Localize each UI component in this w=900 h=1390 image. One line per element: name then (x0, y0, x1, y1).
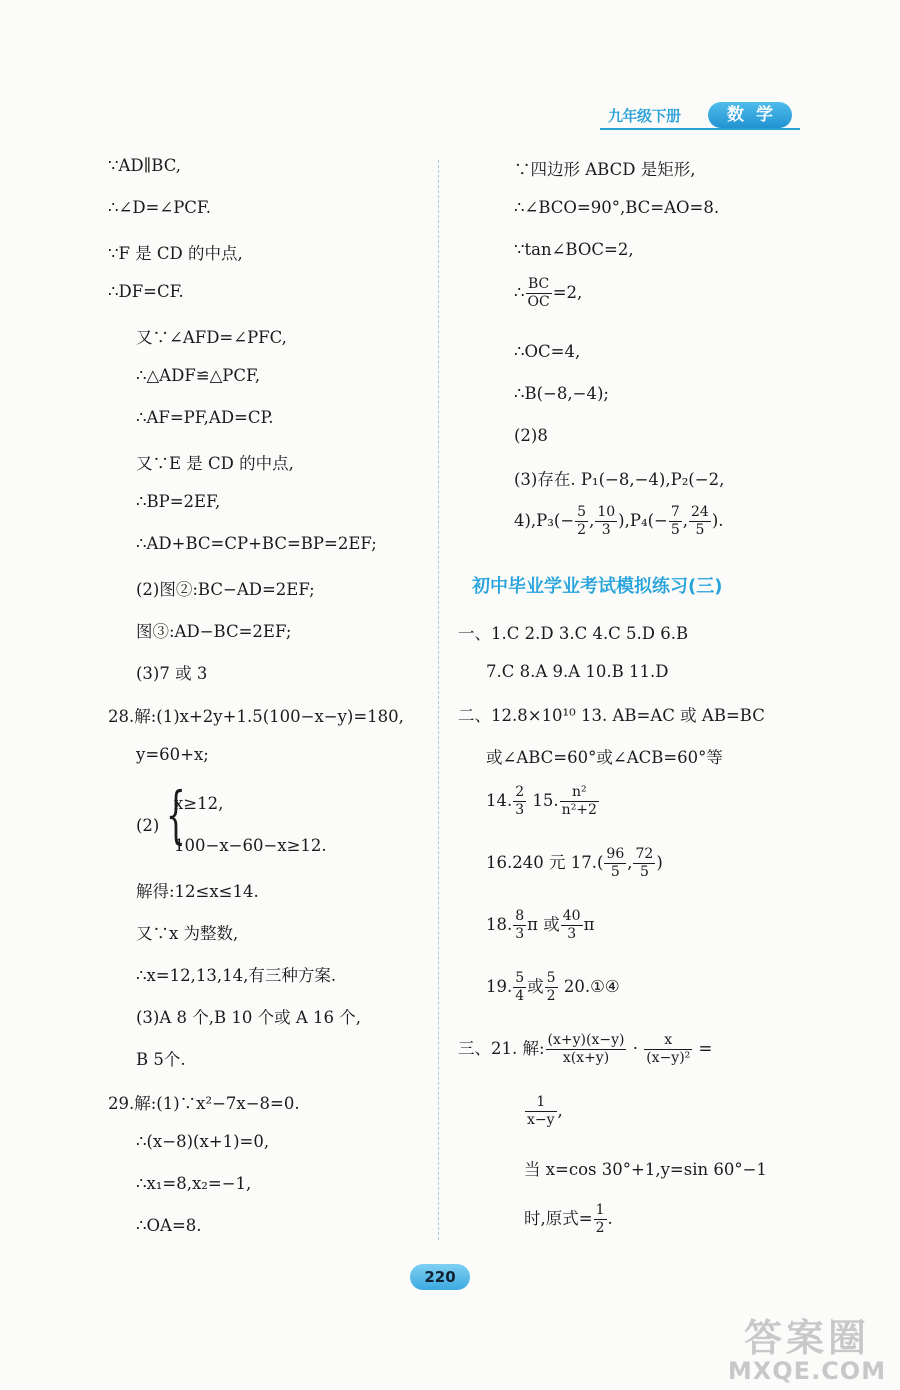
fraction: $\frac{\text{n²}}{\text{n²+2}}$ (561, 784, 597, 818)
answer-line: (3)A 8 个,B 10 个或 A 16 个, (136, 1008, 362, 1027)
answer-line: ∴OC=4, (514, 342, 581, 361)
answer-line: ∵AD∥BC, (108, 156, 181, 175)
answer-line: ∵F 是 CD 的中点, (108, 244, 243, 263)
grade-label: 九年级下册 (608, 107, 681, 125)
watermark-logo (722, 1318, 892, 1384)
answer-line: (3)7 或 3 (136, 664, 208, 683)
fraction: $\frac{x}{\text{(x−y)²}}$ (646, 1032, 691, 1066)
answer-line: (2)8 (514, 426, 548, 445)
answer-line: (3)存在. P₁(−8,−4),P₂(−2, (514, 470, 725, 489)
fraction: $\frac{1}{x-y}$ (527, 1094, 555, 1128)
answer-line: 解得:12≤x≤14. (136, 882, 259, 901)
answer-line: 又∵∠AFD=∠PFC, (136, 328, 287, 347)
subject-badge: 数学 (708, 102, 792, 128)
fraction: $\frac{2}{3}$ (515, 784, 525, 818)
answer-line: ∴DF=CF. (108, 282, 184, 301)
answer-line: 一、1.C 2.D 3.C 4.C 5.D 6.B (458, 624, 689, 643)
fraction: $\frac{5}{2}$ (546, 970, 556, 1004)
header-rule (600, 128, 800, 130)
answer-line: ∴x=12,13,14,有三种方案. (136, 966, 337, 985)
fraction: $\frac{10}{3}$ (597, 504, 616, 538)
answer-line: 19. $\frac{5}{4}$ 或 $\frac{5}{2}$ 20.①④ (486, 970, 620, 1004)
answer-line: ∵tan∠BOC=2, (514, 240, 634, 259)
column-divider (438, 160, 439, 1240)
watermark-top: 答案圈 (743, 1316, 870, 1360)
page-header (600, 100, 800, 134)
answer-line: 14. $\frac{2}{3}$ 15. $\frac{\text{n²}}{\text{n²+2}}$ (486, 784, 597, 818)
answer-line: ∴B(−8,−4); (514, 384, 609, 403)
answer-line: 三、21. 解: $\frac{(x+y)(x-y)}{x(x+y)}$ · $\frac{x}{\text{(x−y)²}}$ = (458, 1032, 713, 1066)
answer-line: ∴∠BCO=90°,BC=AO=8. (514, 198, 720, 217)
answer-line: ∴OA=8. (136, 1216, 202, 1235)
section-title: 初中毕业学业考试模拟练习(三) (472, 576, 723, 597)
fraction: $\frac{(x+y)(x-y)}{x(x+y)}$ (547, 1032, 625, 1066)
system-line-1: x≥12, (174, 794, 224, 813)
answer-line: 二、12.8×10¹⁰ 13. AB=AC 或 AB=BC (458, 706, 765, 725)
page-number: 220 (410, 1264, 470, 1290)
answer-line: ∴BP=2EF, (136, 492, 221, 511)
answer-line: $\frac{1}{x-y}$ , (527, 1094, 563, 1128)
answer-line: ∴ $\frac{BC}{OC}$ =2, (514, 276, 583, 310)
answer-line: ∴(x−8)(x+1)=0, (136, 1132, 270, 1151)
answer-line: 29.解:(1)∵x²−7x−8=0. (108, 1094, 300, 1113)
fraction: $\frac{5}{4}$ (515, 970, 525, 1004)
equation-system (136, 778, 436, 886)
fraction: $\frac{40}{3}$ (562, 908, 581, 942)
fraction: $\frac{72}{5}$ (635, 846, 654, 880)
answer-line: 又∵E 是 CD 的中点, (136, 454, 294, 473)
brace-symbol: { (166, 778, 186, 851)
fraction: $\frac{1}{2}$ (595, 1202, 605, 1236)
answer-line: ∴△ADF≌△PCF, (136, 366, 261, 385)
watermark-url: MXQE.COM (727, 1357, 887, 1385)
answer-line: 时,原式= $\frac{1}{2}$ . (524, 1202, 613, 1236)
answer-line: ∴∠D=∠PCF. (108, 198, 212, 217)
system-label: (2) (136, 816, 160, 835)
fraction: $\frac{96}{5}$ (606, 846, 625, 880)
fraction: $\frac{7}{5}$ (670, 504, 680, 538)
answer-line: B 5个. (136, 1050, 186, 1069)
answer-line: 4),P₃(− $\frac{5}{2}$ , $\frac{10}{3}$ ),P₄(− $\frac{7}{5}$ , $\frac{24}{5}$ ). (514, 504, 724, 538)
answer-line: ∵四边形 ABCD 是矩形, (514, 160, 696, 179)
answer-line: 18. $\frac{8}{3}$ π 或 $\frac{40}{3}$ π (486, 908, 595, 942)
fraction: $\frac{BC}{OC}$ (527, 276, 550, 310)
fraction: $\frac{8}{3}$ (515, 908, 525, 942)
answer-line: 或∠ABC=60°或∠ACB=60°等 (486, 748, 723, 767)
answer-line: 7.C 8.A 9.A 10.B 11.D (486, 662, 669, 681)
answer-line: 16.240 元 17.( $\frac{96}{5}$ , $\frac{72}{5}$ ) (486, 846, 663, 880)
answer-line: 28.解:(1)x+2y+1.5(100−x−y)=180, (108, 707, 404, 726)
answer-line: ∴AD+BC=CP+BC=BP=2EF; (136, 534, 377, 553)
answer-line: ∴x₁=8,x₂=−1, (136, 1174, 252, 1193)
system-line-2: 100−x−60−x≥12. (174, 836, 327, 855)
answer-line: 图③:AD−BC=2EF; (136, 622, 292, 641)
answer-line: 当 x=cos 30°+1,y=sin 60°−1 (524, 1160, 767, 1179)
answer-line: y=60+x; (136, 745, 209, 764)
fraction: $\frac{24}{5}$ (691, 504, 709, 538)
answer-line: 又∵x 为整数, (136, 924, 239, 943)
answer-line: (2)图②:BC−AD=2EF; (136, 580, 315, 599)
answer-line: ∴AF=PF,AD=CP. (136, 408, 274, 427)
fraction: $\frac{5}{2}$ (577, 504, 587, 538)
